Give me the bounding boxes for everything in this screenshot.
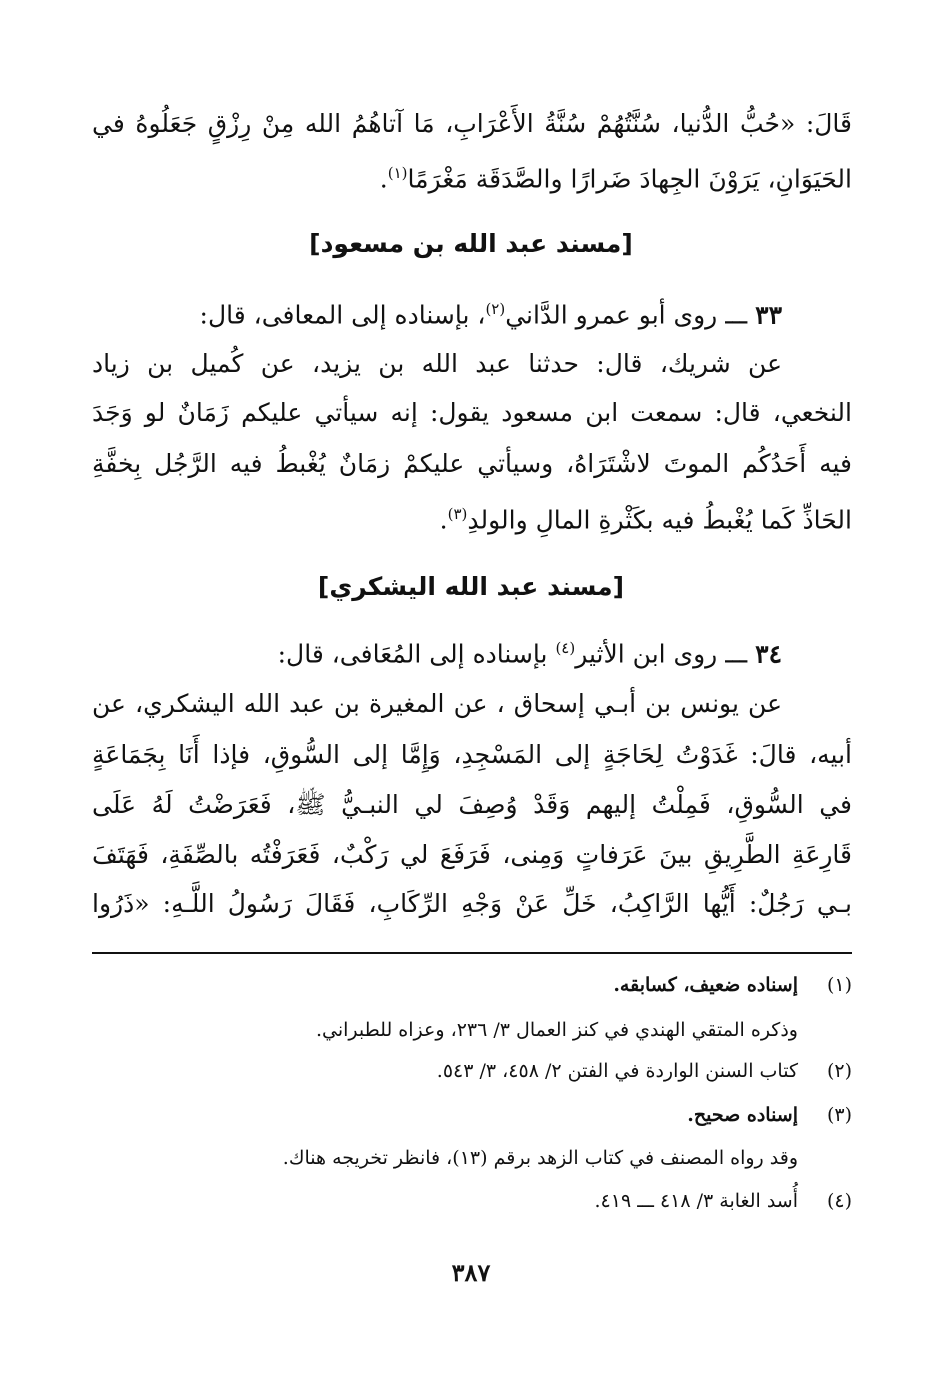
footnote: [92, 1056, 852, 1086]
body-text: عن يونس بن أبـي إسحاق ، عن المغيرة بن عبد الله اليشكري، عن: [92, 689, 782, 718]
body-text: قَارِعَةِ الطَّرِيقِ بينَ عَرَفاتٍ وَمِنى، فَرَفَعَ لي رَكْبٌ، فَعَرَفْتُه بالصِّفَةِ، فَهَتَفَ: [92, 840, 852, 869]
body-line: [92, 444, 852, 484]
body-line: [92, 835, 852, 875]
body-line: [92, 393, 852, 433]
footnote-ref: (٤): [555, 639, 576, 657]
body-line: [92, 735, 852, 775]
body-text: أبيه، قالَ: غَدَوْتُ لِحَاجَةٍ إلى المَسْجِدِ، وَإِمَّا إلى السُّوقِ، فإذا أَنَا بِجَمَاعَةٍ: [92, 740, 852, 769]
footnote-divider: [92, 952, 852, 954]
footnote-ref: (١): [387, 164, 408, 182]
section-heading: [مسند عبد الله اليشكري]: [317, 572, 625, 601]
body-text: بإسناده إلى المُعَافى، قال:: [277, 639, 556, 669]
footnote-marker: (٣): [826, 1104, 852, 1126]
footnote-marker: (٤): [826, 1190, 852, 1212]
body-text: النخعي، قال: سمعت ابن مسعود يقول: إنه سيأتي عليكم زَمَانٌ لو وَجَدَ: [92, 398, 852, 427]
footnote: [92, 1186, 852, 1216]
body-line: [92, 785, 852, 825]
page-number: ٣٨٧: [451, 1258, 491, 1287]
body-text: عن شريك، قال: حدثنا عبد الله بن يزيد، عن كُميل بن زياد: [92, 349, 782, 378]
body-line: [92, 684, 852, 724]
section-heading: [مسند عبد الله بن مسعود]: [309, 229, 633, 258]
footnote-text: أُسد الغابة ٣/ ٤١٨ ـــ ٤١٩.: [594, 1190, 798, 1212]
hadith-number: ٣٤: [755, 639, 782, 669]
hadith-number: ٣٣: [755, 300, 782, 330]
footnote-text: وذكره المتقي الهندي في كنز العمال ٣/ ٢٣٦، وعزاه للطبراني.: [315, 1019, 798, 1041]
body-text: قَالَ: «حُبُّ الدُّنيا، سُنَّتُهُمْ سُنَّةُ الأَعْرَابِ، مَا آتاهُمُ الله مِنْ رِزْقٍ جَعَلُوهُ في: [92, 109, 852, 138]
body-line: [92, 344, 852, 384]
body-text: في السُّوقِ، فَمِلْتُ إليهم وَقَدْ وُصِفَ لي النبـيُّ ﷺ، فَعَرَضْتُ لَهُ عَلَى: [92, 790, 852, 819]
body-text: ـــ روى أبو عمرو الدَّاني: [505, 300, 748, 330]
footnote-text: إسناده ضعيف، كسابقه.: [613, 974, 798, 996]
footnote-text: إسناده صحيح.: [687, 1104, 798, 1126]
body-text: بـي رَجُلٌ: أَيُّها الرَّاكِبُ، خَلِّ عَنْ وَجْهِ الرِّكَابِ، فَقَالَ رَسُولُ اللَّـهِ: «ذَرُوا: [92, 889, 852, 918]
footnote-text: وقد رواه المصنف في كتاب الزهد برقم (١٣)، فانظر تخريجه هناك.: [282, 1147, 798, 1169]
hadith-intro-line: [92, 628, 852, 668]
body-text: ـــ روى ابن الأثير: [575, 639, 748, 669]
body-text: الحَيَوَانِ، يَرَوْنَ الجِهادَ ضَرارًا والصَّدَقَة مَغْرَمًا: [407, 164, 852, 194]
footnote: [92, 1100, 852, 1130]
footnote: [92, 1015, 852, 1045]
body-line: [92, 494, 852, 534]
footnote: [92, 970, 852, 1000]
body-text: الحَاذِّ كَما يُغْبطُ فيه بكَثْرةِ المالِ والولدِ: [467, 505, 852, 535]
footnote-ref: (٣): [447, 505, 468, 523]
footnote-marker: (١): [826, 974, 852, 996]
body-line: [92, 104, 852, 144]
body-text: ، بإسناده إلى المعافى، قال:: [199, 300, 486, 330]
body-line: [92, 884, 852, 924]
body-text: فيه أَحَدُكُم الموتَ لاشْتَرَاهُ، وسيأتي عليكمْ زمَانٌ يُغْبطُ فيه الرَّجُل بِخفَّةِ: [92, 449, 852, 478]
footnote-marker: (٢): [826, 1060, 852, 1082]
hadith-intro-line: [92, 289, 852, 329]
footnote-ref: (٢): [485, 300, 506, 318]
footnote-text: كتاب السنن الواردة في الفتن ٢/ ٤٥٨، ٣/ ٥٤٣.: [436, 1060, 798, 1082]
body-line: [92, 153, 852, 193]
body-text: .: [379, 164, 388, 194]
body-text: .: [439, 505, 448, 535]
footnote: [92, 1143, 852, 1173]
